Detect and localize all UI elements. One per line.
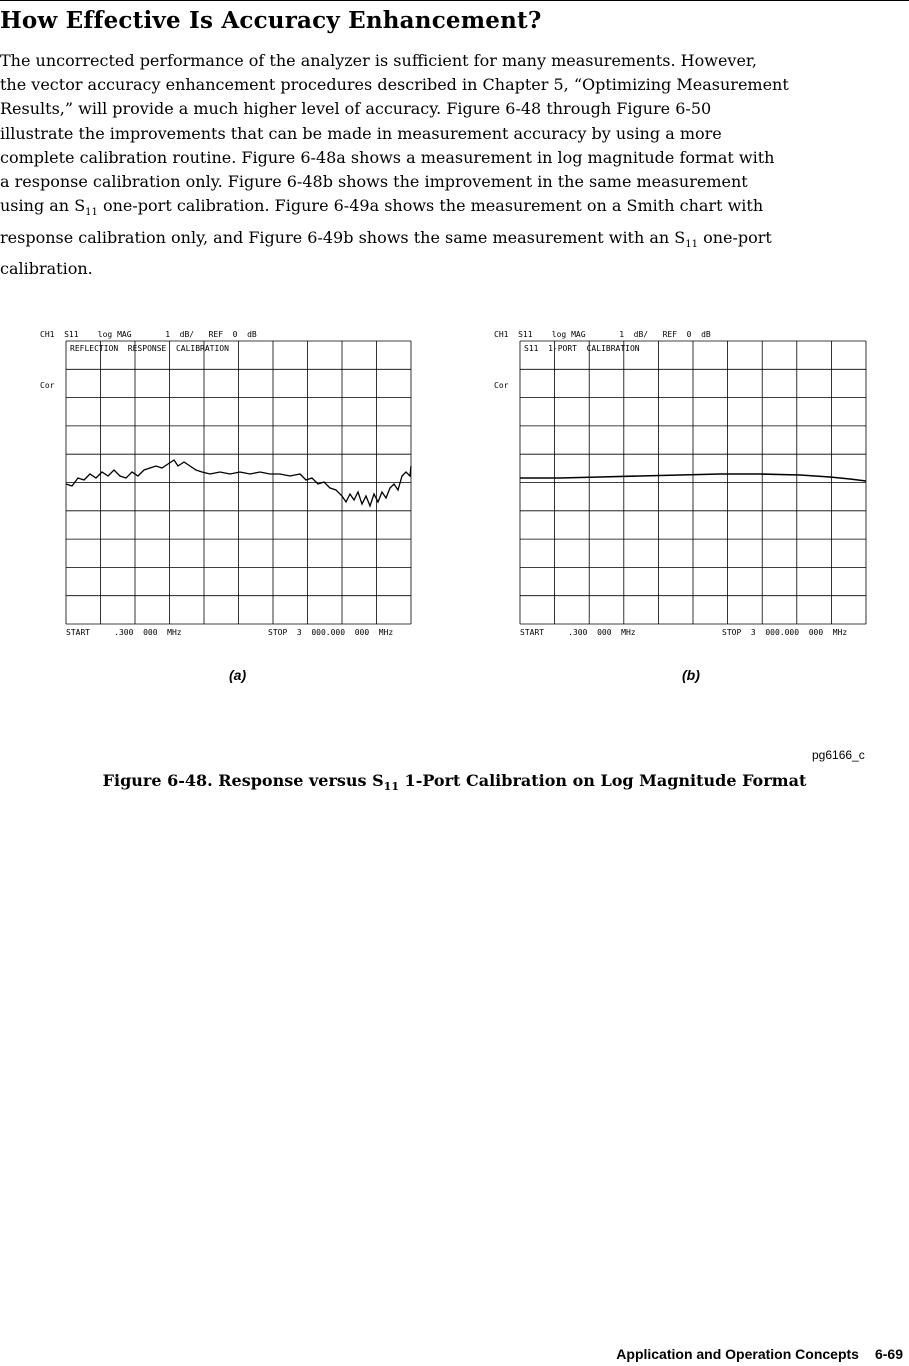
caption-text: 1-Port Calibration on Log Magnitude Format xyxy=(398,771,807,790)
section-title: How Effective Is Accuracy Enhancement? xyxy=(0,7,542,34)
body-text-span: using an S xyxy=(0,196,86,216)
body-line-5: complete calibration routine. Figure 6-48a shows a measurement in log magnitude format with xyxy=(0,147,775,167)
caption-text: Figure 6-48. Response versus S xyxy=(102,771,384,790)
subscript: 11 xyxy=(685,238,698,250)
body-text-span: one-port xyxy=(698,227,772,247)
plot-a-stop: STOP 3 000.000 000 MHz xyxy=(268,628,394,637)
plot-a-header: CH1 S11 log MAG 1 dB/ REF 0 dB xyxy=(40,330,257,339)
body-line-1: The uncorrected performance of the analyzer is sufficient for many measurements. However, xyxy=(0,51,757,70)
body-line-9: calibration. xyxy=(0,259,93,278)
plot-b-stop: STOP 3 000.000 000 MHz xyxy=(722,628,848,637)
figure-id: pg6166_c xyxy=(812,748,865,762)
panel-label-b: (b) xyxy=(682,667,700,683)
page-number: 6-69 xyxy=(874,1346,903,1362)
body-text-span: one-port calibration. Figure 6-49a shows the measurement on a Smith chart with xyxy=(97,196,764,216)
plot-b-annotation: S11 1-PORT CALIBRATION xyxy=(524,344,640,353)
caption-subscript: 11 xyxy=(383,780,399,794)
plot-a-start: START .300 000 MHz xyxy=(66,628,182,637)
body-line-4: illustrate the improvements that can be made in measurement accuracy by using a more xyxy=(0,123,722,143)
body-line-6: a response calibration only. Figure 6-48b shows the improvement in the same measurement xyxy=(0,172,748,192)
body-line-3: Results,” will provide a much higher level of accuracy. Figure 6-48 through Figure 6-50 xyxy=(0,99,712,119)
figure-caption xyxy=(0,771,909,793)
footer-section: Application and Operation Concepts xyxy=(616,1346,859,1362)
panel-label-a: (a) xyxy=(229,667,247,683)
subscript: 11 xyxy=(85,207,98,219)
grid-b xyxy=(520,341,866,624)
plot-b-cor: Cor xyxy=(494,381,509,390)
page-footer xyxy=(616,1346,903,1362)
plot-a-annotation: REFLECTION RESPONSE CALIBRATION xyxy=(70,344,229,353)
body-text-span: response calibration only, and Figure 6-49b shows the same measurement with an S xyxy=(0,227,686,247)
plot-b-header: CH1 S11 log MAG 1 dB/ REF 0 dB xyxy=(494,330,711,339)
plot-a-cor: Cor xyxy=(40,381,55,390)
plot-b-start: START .300 000 MHz xyxy=(520,628,636,637)
body-line-2: the vector accuracy enhancement procedures described in Chapter 5, “Optimizing Measurement xyxy=(0,75,789,95)
